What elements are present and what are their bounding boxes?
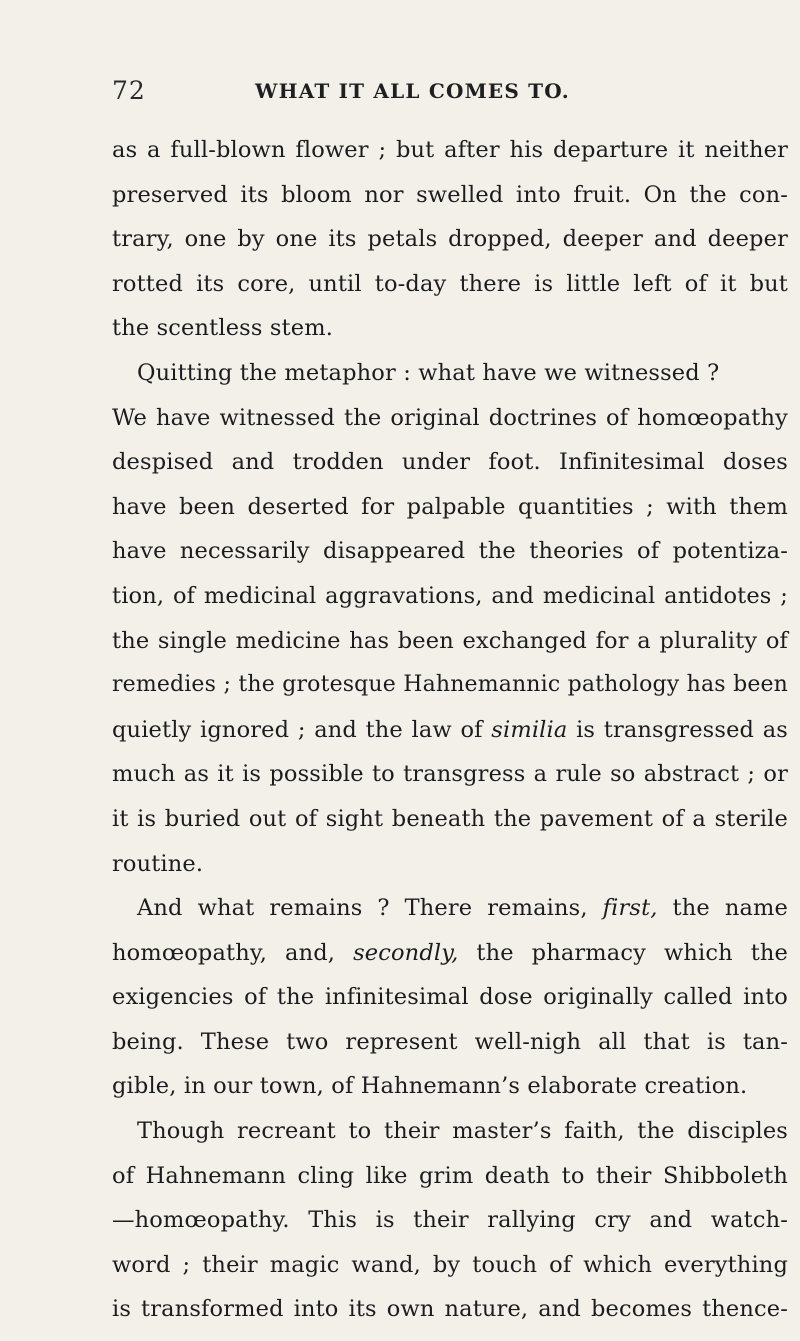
text-line: tion, of medicinal aggravations, and medicinal antidotes ; [112, 582, 788, 609]
text-line: being. These two represent well-nigh all that is tan- [112, 1028, 788, 1055]
text-segment: quietly ignored ; and the law of [112, 716, 483, 743]
text-line-mixed [112, 708, 788, 753]
text-line: rotted its core, until to-day there is little left of it but [112, 270, 788, 297]
page-header [112, 76, 708, 116]
text-line: the scentless stem. [112, 315, 333, 342]
text-line: despised and trodden under foot. Infinitesimal doses [112, 449, 788, 476]
text-segment: the name [672, 895, 788, 922]
text-line: gible, in our town, of Hahnemann’s elaborate creation. [112, 1073, 748, 1100]
text-line: exigencies of the infinitesimal dose originally called into [112, 984, 788, 1011]
text-line: have necessarily disappeared the theories of potentiza- [112, 538, 788, 565]
text-line: of Hahnemann cling like grim death to their Shibboleth [112, 1162, 788, 1189]
italic-term: similia [491, 716, 568, 743]
text-line: —homœopathy. This is their rallying cry and watch- [112, 1207, 788, 1234]
text-line: trary, one by one its petals dropped, deeper and deeper [112, 226, 788, 253]
text-line: We have witnessed the original doctrines of homœopathy [112, 404, 788, 431]
text-line: the single medicine has been exchanged for a plurality of [112, 627, 788, 654]
text-segment: And what remains ? There remains, [137, 895, 588, 922]
text-line: is transformed into its own nature, and becomes thence- [112, 1296, 788, 1323]
text-line: word ; their magic wand, by touch of which everything [112, 1251, 788, 1278]
text-line: remedies ; the grotesque Hahnemannic pathology has been [112, 672, 788, 698]
text-segment: homœopathy, and, [112, 939, 336, 966]
running-title: WHAT IT ALL COMES TO. [255, 79, 570, 103]
text-line: as a full-blown flower ; but after his departure it neither [112, 137, 788, 163]
text-line: preserved its bloom nor swelled into fruit. On the con- [112, 181, 788, 208]
text-line: Quitting the metaphor : what have we witnessed ? [137, 359, 720, 386]
text-line-mixed [112, 931, 788, 976]
italic-term: first, [602, 895, 658, 922]
page-number: 72 [112, 76, 146, 105]
italic-term: secondly, [353, 939, 459, 966]
text-segment: the pharmacy which the [476, 939, 788, 966]
body-text [112, 128, 788, 1332]
text-line: much as it is possible to transgress a rule so abstract ; or [112, 761, 788, 788]
text-line-mixed [112, 886, 788, 931]
text-line: have been deserted for palpable quantities ; with them [112, 493, 788, 520]
text-segment: is transgressed as [576, 716, 788, 743]
text-line: routine. [112, 850, 204, 877]
text-line: it is buried out of sight beneath the pavement of a sterile [112, 805, 788, 832]
text-line: Though recreant to their master’s faith, the disciples [137, 1118, 788, 1145]
